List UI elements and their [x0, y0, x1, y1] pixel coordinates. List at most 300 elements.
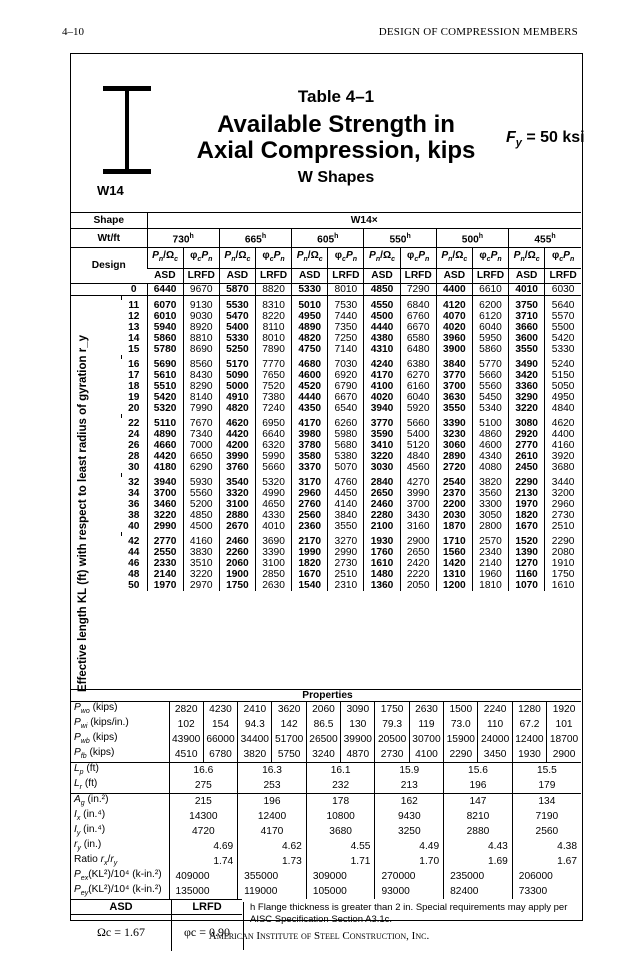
value-cell: 8810 [183, 333, 219, 344]
value-cell: 2510 [328, 569, 364, 580]
kl-cell: 11 [121, 300, 147, 311]
property-value: 5750 [272, 747, 306, 763]
shape-header: Shape [71, 213, 147, 229]
value-cell: 6270 [400, 370, 436, 381]
value-cell: 8220 [255, 311, 291, 322]
value-cell: 4500 [364, 311, 400, 322]
col-head-lrfd-3: $\varphi_cP_n$ [400, 248, 436, 269]
value-cell: 4420 [219, 429, 255, 440]
lrfd-label-1: LRFD [255, 269, 291, 284]
property-value: 355000 [238, 869, 307, 884]
value-cell: 6040 [472, 322, 508, 333]
properties-header: Properties [71, 690, 581, 702]
property-label: $P_{wo}$ (kips) [71, 702, 169, 718]
properties-table [71, 689, 581, 899]
value-cell: 3580 [292, 451, 328, 462]
weight-0: 730$^h$ [147, 229, 219, 248]
value-cell: 3410 [364, 440, 400, 451]
footnote: h Flange thickness is greater than 2 in. Special requirements may apply per AISC Specification Section A3.1c. [243, 902, 573, 950]
property-value: 7190 [512, 809, 581, 824]
value-cell: 4400 [436, 284, 472, 296]
property-value: 1750 [375, 702, 409, 718]
value-cell: 5660 [255, 462, 291, 473]
value-cell: 7250 [328, 333, 364, 344]
value-cell: 3760 [219, 462, 255, 473]
table-row [71, 440, 581, 451]
value-cell: 2200 [436, 499, 472, 510]
value-cell: 2140 [472, 558, 508, 569]
property-value: 3450 [478, 747, 512, 763]
kl-spacer [71, 462, 121, 473]
value-cell: 4160 [183, 536, 219, 547]
kl-cell: 13 [121, 322, 147, 333]
weight-4: 500$^h$ [436, 229, 508, 248]
value-cell: 6260 [328, 418, 364, 429]
table-row [71, 311, 581, 322]
property-value: 119000 [238, 884, 307, 899]
property-value: 30700 [409, 732, 443, 747]
property-value: 235000 [444, 869, 513, 884]
property-label: $A_g$ (in.²) [71, 794, 169, 810]
property-value: 162 [375, 794, 444, 810]
table-row [71, 536, 581, 547]
value-cell: 5330 [545, 344, 581, 355]
kl-cell: 20 [121, 403, 147, 414]
value-cell: 7380 [255, 392, 291, 403]
value-cell: 6380 [400, 359, 436, 370]
value-cell: 5330 [219, 333, 255, 344]
value-cell: 5690 [147, 359, 183, 370]
kl-cell: 32 [121, 477, 147, 488]
value-cell: 2310 [328, 580, 364, 591]
property-value: 1.74 [169, 854, 238, 869]
value-cell: 6160 [400, 381, 436, 392]
kl-spacer [71, 521, 121, 532]
running-head: DESIGN OF COMPRESSION MEMBERS [378, 26, 578, 38]
kl-spacer [71, 370, 121, 381]
kl-spacer [71, 510, 121, 521]
property-value: 1.73 [238, 854, 307, 869]
value-cell: 7240 [255, 403, 291, 414]
value-cell: 2960 [292, 488, 328, 499]
property-value: 2240 [478, 702, 512, 718]
value-cell: 4270 [400, 477, 436, 488]
value-cell: 4760 [328, 477, 364, 488]
property-value: 309000 [306, 869, 375, 884]
value-cell: 1900 [219, 569, 255, 580]
value-cell: 3290 [509, 392, 545, 403]
property-value: 1920 [547, 702, 581, 718]
property-value: 1930 [512, 747, 546, 763]
value-cell: 3770 [364, 418, 400, 429]
asd-label-1: ASD [219, 269, 255, 284]
value-cell: 5240 [545, 359, 581, 370]
value-cell: 7350 [328, 322, 364, 333]
value-cell: 4380 [364, 333, 400, 344]
value-cell: 3430 [400, 510, 436, 521]
value-cell: 2760 [292, 499, 328, 510]
kl-cell: 24 [121, 429, 147, 440]
value-cell: 7140 [328, 344, 364, 355]
value-cell: 4820 [292, 333, 328, 344]
property-value: 93000 [375, 884, 444, 899]
kl-spacer [71, 322, 121, 333]
value-cell: 3820 [472, 477, 508, 488]
value-cell: 8310 [255, 300, 291, 311]
value-cell: 3940 [147, 477, 183, 488]
col-head-asd-3: $P_n/\Omega_c$ [364, 248, 400, 269]
phi-factor: φc = 0.90 [171, 914, 242, 951]
value-cell: 3490 [509, 359, 545, 370]
value-cell: 4120 [436, 300, 472, 311]
value-cell: 3300 [472, 499, 508, 510]
property-value: 2630 [409, 702, 443, 718]
value-cell: 9030 [183, 311, 219, 322]
value-cell: 6120 [472, 311, 508, 322]
value-cell: 3510 [183, 558, 219, 569]
value-cell: 9670 [183, 284, 219, 296]
value-cell: 6920 [328, 370, 364, 381]
value-cell: 4010 [255, 521, 291, 532]
property-value: 1.71 [306, 854, 375, 869]
value-cell: 8010 [328, 284, 364, 296]
value-cell: 7290 [400, 284, 436, 296]
value-cell: 2970 [183, 580, 219, 591]
table-row [71, 429, 581, 440]
value-cell: 7990 [183, 403, 219, 414]
value-cell: 3370 [292, 462, 328, 473]
property-value: 4230 [203, 702, 237, 718]
table-row [71, 418, 581, 429]
value-cell: 2650 [364, 488, 400, 499]
kl-cell: 38 [121, 510, 147, 521]
property-value: 73300 [512, 884, 581, 899]
value-cell: 6840 [400, 300, 436, 311]
kl-axis-label: Effective length KL (ft) with respect to least radius of gyration r_y [77, 335, 89, 692]
table-row [71, 488, 581, 499]
col-head-lrfd-0: $\varphi_cP_n$ [183, 248, 219, 269]
value-cell: 4140 [328, 499, 364, 510]
property-value: 4.43 [444, 839, 513, 854]
lrfd-label: LRFD [171, 899, 242, 915]
value-cell: 3440 [545, 477, 581, 488]
property-value: 2060 [306, 702, 340, 718]
shape-value: W14× [147, 213, 581, 229]
col-head-asd-2: $P_n/\Omega_c$ [292, 248, 328, 269]
value-cell: 5010 [292, 300, 328, 311]
property-value: 9430 [375, 809, 444, 824]
property-value: 2820 [169, 702, 203, 718]
kl-spacer [71, 477, 121, 488]
property-label: $I_x$ (in.⁴) [74, 809, 106, 823]
value-cell: 5150 [545, 370, 581, 381]
asd-label-3: ASD [364, 269, 400, 284]
property-value: 2900 [547, 747, 581, 763]
value-cell: 5640 [545, 300, 581, 311]
kl-cell: 18 [121, 381, 147, 392]
property-value: 51700 [272, 732, 306, 747]
value-cell: 9130 [183, 300, 219, 311]
value-cell: 2960 [545, 499, 581, 510]
kl-cell: 34 [121, 488, 147, 499]
value-cell: 7340 [183, 429, 219, 440]
weight-header: Wt/ft [71, 229, 147, 248]
weight-1: 665$^h$ [219, 229, 291, 248]
value-cell: 3100 [219, 499, 255, 510]
property-label: $L_r$ (ft) [74, 778, 98, 792]
value-cell: 6440 [147, 284, 183, 296]
value-cell: 2850 [255, 569, 291, 580]
value-cell: 3230 [436, 429, 472, 440]
value-cell: 7650 [255, 370, 291, 381]
factor-box [71, 899, 581, 951]
kl-spacer [71, 381, 121, 392]
value-cell: 5950 [472, 333, 508, 344]
value-cell: 6640 [255, 429, 291, 440]
value-cell: 4840 [400, 451, 436, 462]
value-cell: 5470 [219, 311, 255, 322]
kl-spacer [71, 440, 121, 451]
page-number: 4–10 [62, 26, 84, 38]
value-cell: 2100 [364, 521, 400, 532]
property-value: 67.2 [512, 717, 546, 732]
property-value: 1.70 [375, 854, 444, 869]
asd-label-5: ASD [509, 269, 545, 284]
property-value: 4510 [169, 747, 203, 763]
value-cell: 1970 [509, 499, 545, 510]
value-cell: 5610 [147, 370, 183, 381]
value-cell: 3680 [545, 462, 581, 473]
value-cell: 5340 [472, 403, 508, 414]
value-cell: 2920 [509, 429, 545, 440]
value-cell: 1070 [509, 580, 545, 591]
property-value: 178 [306, 794, 375, 810]
value-cell: 2130 [509, 488, 545, 499]
table-row [71, 521, 581, 532]
value-cell: 3710 [509, 311, 545, 322]
value-cell: 2080 [545, 547, 581, 558]
value-cell: 2060 [219, 558, 255, 569]
property-value: 15.9 [375, 763, 444, 779]
value-cell: 4180 [147, 462, 183, 473]
kl-spacer [71, 300, 121, 311]
property-value: 4.55 [306, 839, 375, 854]
fy-value: $F_y = 50$ ksi [506, 129, 585, 150]
value-cell: 4520 [292, 381, 328, 392]
value-cell: 2990 [328, 547, 364, 558]
weight-3: 550$^h$ [364, 229, 436, 248]
value-cell: 2460 [364, 499, 400, 510]
value-cell: 4600 [472, 440, 508, 451]
value-cell: 3840 [328, 510, 364, 521]
value-cell: 5400 [219, 322, 255, 333]
value-cell: 6030 [545, 284, 581, 296]
title-area [71, 54, 585, 212]
value-cell: 1970 [147, 580, 183, 591]
col-head-asd-1: $P_n/\Omega_c$ [219, 248, 255, 269]
value-cell: 8560 [183, 359, 219, 370]
kl-cell: 0 [121, 284, 147, 296]
value-cell: 4820 [219, 403, 255, 414]
property-value: 1.69 [444, 854, 513, 869]
table-row [71, 510, 581, 521]
value-cell: 5330 [292, 284, 328, 296]
asd-label-2: ASD [292, 269, 328, 284]
value-cell: 6670 [400, 322, 436, 333]
omega-factor: Ωc = 1.67 [96, 925, 145, 939]
value-cell: 2330 [147, 558, 183, 569]
value-cell: 1960 [472, 569, 508, 580]
value-cell: 1810 [472, 580, 508, 591]
table-title-line1: Available Strength in [217, 111, 455, 138]
i-beam-icon [103, 86, 151, 174]
value-cell: 4420 [147, 451, 183, 462]
table-row [71, 322, 581, 333]
value-cell: 4170 [364, 370, 400, 381]
value-cell: 6200 [472, 300, 508, 311]
value-cell: 4890 [147, 429, 183, 440]
value-cell: 7520 [255, 381, 291, 392]
kl-cell: 28 [121, 451, 147, 462]
value-cell: 5400 [400, 429, 436, 440]
value-cell: 8430 [183, 370, 219, 381]
value-cell: 4240 [364, 359, 400, 370]
value-cell: 4070 [436, 311, 472, 322]
property-value: 2880 [444, 824, 513, 839]
value-cell: 5100 [472, 418, 508, 429]
value-cell: 3700 [147, 488, 183, 499]
col-head-lrfd-2: $\varphi_cP_n$ [328, 248, 364, 269]
table-row [71, 477, 581, 488]
value-cell: 4600 [292, 370, 328, 381]
value-cell: 3780 [292, 440, 328, 451]
property-label: $L_p$ (ft) [71, 763, 169, 779]
value-cell: 5560 [183, 488, 219, 499]
property-label: $P_{wi}$ (kips/in.) [74, 717, 129, 731]
value-cell: 5120 [400, 440, 436, 451]
value-cell: 4620 [545, 418, 581, 429]
col-head-asd-0: $P_n/\Omega_c$ [147, 248, 183, 269]
property-value: 2730 [375, 747, 409, 763]
property-value: 213 [375, 778, 444, 794]
value-cell: 4500 [183, 521, 219, 532]
value-cell: 2290 [545, 536, 581, 547]
property-value: 14300 [169, 809, 238, 824]
kl-spacer [71, 418, 121, 429]
kl-cell: 12 [121, 311, 147, 322]
value-cell: 2510 [545, 521, 581, 532]
value-cell: 4850 [364, 284, 400, 296]
value-cell: 3420 [509, 370, 545, 381]
property-value: 15900 [444, 732, 478, 747]
kl-cell: 48 [121, 569, 147, 580]
value-cell: 4350 [292, 403, 328, 414]
table-row [71, 359, 581, 370]
value-cell: 5870 [219, 284, 255, 296]
value-cell: 3060 [436, 440, 472, 451]
property-value: 79.3 [375, 717, 409, 732]
property-value: 105000 [306, 884, 375, 899]
value-cell: 4170 [292, 418, 328, 429]
value-cell: 5530 [219, 300, 255, 311]
value-cell: 5660 [400, 418, 436, 429]
property-label: $r_y$ (in.) [74, 839, 102, 853]
value-cell: 2880 [219, 510, 255, 521]
value-cell: 3540 [219, 477, 255, 488]
value-cell: 7440 [328, 311, 364, 322]
kl-spacer [71, 451, 121, 462]
property-value: 196 [444, 778, 513, 794]
value-cell: 3200 [545, 488, 581, 499]
value-cell: 7770 [255, 359, 291, 370]
value-cell: 6320 [255, 440, 291, 451]
property-value: 66000 [203, 732, 237, 747]
property-value: 142 [272, 717, 306, 732]
value-cell: 7030 [328, 359, 364, 370]
value-cell: 2550 [147, 547, 183, 558]
kl-cell: 19 [121, 392, 147, 403]
weight-2: 605$^h$ [292, 229, 364, 248]
property-value: 206000 [512, 869, 581, 884]
value-cell: 6480 [400, 344, 436, 355]
value-cell: 2370 [436, 488, 472, 499]
value-cell: 8820 [255, 284, 291, 296]
kl-cell: 17 [121, 370, 147, 381]
table-row [71, 547, 581, 558]
value-cell: 4620 [219, 418, 255, 429]
value-cell: 5860 [147, 333, 183, 344]
property-value: 16.1 [306, 763, 375, 779]
property-value: 119 [409, 717, 443, 732]
value-cell: 4910 [219, 392, 255, 403]
value-cell: 3960 [436, 333, 472, 344]
value-cell: 5860 [472, 344, 508, 355]
property-value: 26500 [306, 732, 340, 747]
property-value: 232 [306, 778, 375, 794]
col-head-lrfd-1: $\varphi_cP_n$ [255, 248, 291, 269]
value-cell: 6580 [400, 333, 436, 344]
value-cell: 4340 [472, 451, 508, 462]
value-cell: 3390 [255, 547, 291, 558]
value-cell: 2540 [436, 477, 472, 488]
value-cell: 4950 [545, 392, 581, 403]
value-cell: 2220 [400, 569, 436, 580]
value-cell: 1360 [364, 580, 400, 591]
value-cell: 8110 [255, 322, 291, 333]
property-value: 6780 [203, 747, 237, 763]
property-value: 15.5 [512, 763, 581, 779]
property-value: 4170 [238, 824, 307, 839]
value-cell: 5980 [328, 429, 364, 440]
kl-cell: 14 [121, 333, 147, 344]
value-cell: 2800 [472, 521, 508, 532]
value-cell: 2050 [400, 580, 436, 591]
property-value: 110 [478, 717, 512, 732]
table-row [71, 569, 581, 580]
value-cell: 5680 [328, 440, 364, 451]
value-cell: 2990 [147, 521, 183, 532]
value-cell: 1760 [364, 547, 400, 558]
value-cell: 2030 [436, 510, 472, 521]
value-cell: 6760 [400, 311, 436, 322]
kl-cell: 42 [121, 536, 147, 547]
property-value: 15.6 [444, 763, 513, 779]
property-value: 2410 [238, 702, 272, 718]
lrfd-label-0: LRFD [183, 269, 219, 284]
value-cell: 1910 [545, 558, 581, 569]
value-cell: 3550 [328, 521, 364, 532]
table-row [71, 344, 581, 355]
